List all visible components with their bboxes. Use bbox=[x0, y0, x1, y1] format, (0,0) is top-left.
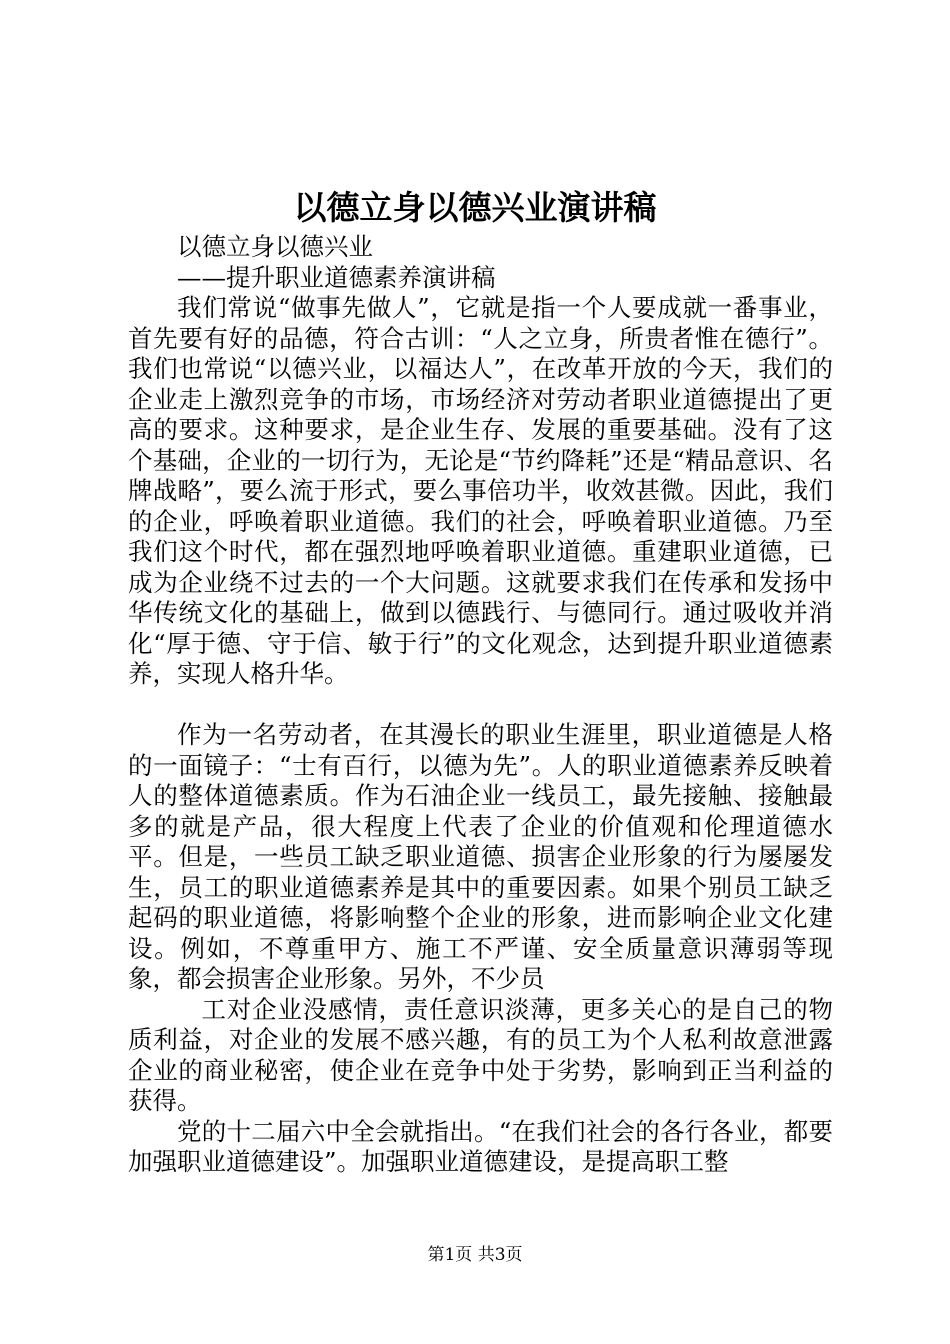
subtitle-line: ——提升职业道德素养演讲稿 bbox=[177, 262, 496, 292]
document-body bbox=[128, 232, 833, 1178]
page-number-footer: 第1页 共3页 bbox=[427, 1245, 523, 1265]
body-paragraph: 我们常说“做事先做人”，它就是指一个人要成就一番事业，首先要有好的品德，符合古训：“人之立身，所贵者惟在德行”。我们也常说“以德兴业，以福达人”，在改革开放的今天，我们的企业走上激烈竞争的市场，市场经济对劳动者职业道德提出了更高的要求。这种要求，是企业生存、发展的重要基础。没有了这个基础，企业的一切行为，无论是“节约降耗”还是“精品意识、名牌战略”，要么流于形式，要么事倍功半，收效甚微。因此，我们的企业，呼唤着职业道德。我们的社会，呼唤着职业道德。乃至我们这个时代，都在强烈地呼唤着职业道德。重建职业道德，已成为企业绕不过去的一个大问题。这就要求我们在传承和发扬中华传统文化的基础上，做到以德践行、与德同行。通过吸收并消化“厚于德、守于信、敏于行”的文化观念，达到提升职业道德素养，实现人格升华。 bbox=[128, 293, 833, 688]
body-paragraph: 作为一名劳动者，在其漫长的职业生涯里，职业道德是人格的一面镜子：“士有百行，以德为先”。人的职业道德素养反映着人的整体道德素质。作为石油企业一线员工，最先接触、接触最多的就是产品，很大程度上代表了企业的价值观和伦理道德水平。但是，一些员工缺乏职业道德、损害企业形象的行为屡屡发生，员工的职业道德素养是其中的重要因素。如果个别员工缺乏起码的职业道德，将影响整个企业的形象，进而影响企业文化建设。例如，不尊重甲方、施工不严谨、安全质量意识薄弱等现象，都会损害企业形象。另外，不少员 bbox=[128, 720, 833, 993]
document-title: 以德立身以德兴业演讲稿 bbox=[293, 188, 657, 227]
body-paragraph: 工对企业没感情，责任意识淡薄，更多关心的是自己的物质利益，对企业的发展不感兴趣，有的员工为个人私利故意泄露企业的商业秘密，使企业在竞争中处于劣势，影响到正当利益的获得。 bbox=[128, 994, 833, 1115]
subtitle-line: 以德立身以德兴业 bbox=[177, 232, 373, 261]
body-paragraph: 党的十二届六中全会就指出。“在我们社会的各行各业，都要加强职业道德建设”。加强职业道德建设，是提高职工整 bbox=[128, 1116, 833, 1176]
